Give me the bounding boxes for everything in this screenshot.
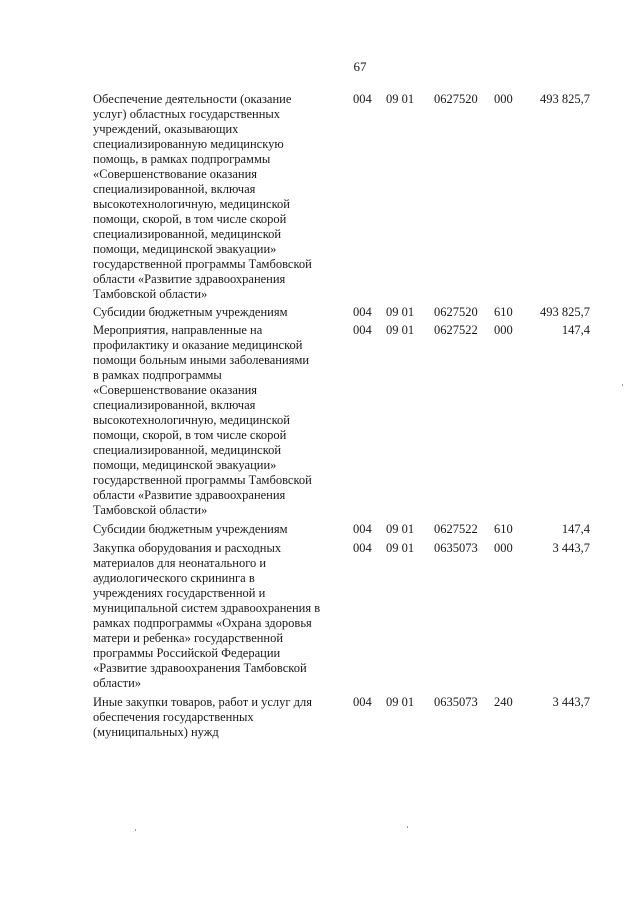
target-code: 0627522	[434, 323, 478, 337]
expense-type-code: 000	[494, 541, 513, 555]
section-code: 09 01	[386, 695, 415, 709]
ministry-code: 004	[353, 541, 372, 555]
expense-type-code: 000	[494, 323, 513, 337]
section-code: 09 01	[386, 541, 415, 555]
target-code: 0627520	[434, 305, 478, 319]
expense-type-code: 610	[494, 522, 513, 536]
ministry-code: 004	[353, 522, 372, 536]
scan-speck	[407, 826, 408, 828]
table-row	[0, 305, 640, 323]
amount: 493 825,7	[540, 305, 590, 319]
row-description: Субсидии бюджетным учреждениям	[93, 305, 288, 319]
scan-speck	[622, 384, 623, 386]
target-code: 0635073	[434, 695, 478, 709]
expense-type-code: 000	[494, 92, 513, 106]
target-code: 0635073	[434, 541, 478, 555]
table-row	[0, 323, 640, 522]
scan-speck	[135, 829, 136, 831]
row-description: Мероприятия, направленные на профилактику и оказание медицинской помощи больным иными заболеваниями в рамках подпрограммы «Совершенствование оказания специализированной, включая высокотехнологичную, медицинской помощи, скорой, в том числе скорой специализированной, медицинской помощи, медицинской эвакуации» государственной программы Тамбовской области «Развитие здравоохранения Тамбовской области»	[93, 323, 312, 517]
budget-table	[0, 92, 640, 745]
row-description: Обеспечение деятельности (оказание услуг) областных государственных учреждений, оказывающих специализированную медицинскую помощь, в рамках подпрограммы «Совершенствование оказания специализированной, включая высокотехнологичную, медицинской помощи, скорой, в том числе скорой специализированной, медицинской помощи, медицинской эвакуации» государственной программы Тамбовской области «Развитие здравоохранения Тамбовской области»	[93, 92, 312, 301]
section-code: 09 01	[386, 522, 415, 536]
amount: 147,4	[561, 522, 590, 536]
expense-type-code: 610	[494, 305, 513, 319]
row-description: Субсидии бюджетным учреждениям	[93, 522, 288, 536]
section-code: 09 01	[386, 92, 415, 106]
amount: 3 443,7	[552, 695, 590, 709]
target-code: 0627520	[434, 92, 478, 106]
table-row	[0, 522, 640, 541]
section-code: 09 01	[386, 305, 415, 319]
amount: 147,4	[561, 323, 590, 337]
expense-type-code: 240	[494, 695, 513, 709]
table-row	[0, 541, 640, 695]
ministry-code: 004	[353, 695, 372, 709]
row-description: Иные закупки товаров, работ и услуг для обеспечения государственных (муниципальных) нужд	[93, 695, 313, 739]
page-number: 67	[353, 59, 367, 74]
amount: 493 825,7	[540, 92, 590, 106]
amount: 3 443,7	[552, 541, 590, 555]
target-code: 0627522	[434, 522, 478, 536]
ministry-code: 004	[353, 92, 372, 106]
row-description: Закупка оборудования и расходных материалов для неонатального и аудиологического скрининга в учреждениях государственной и муниципальной систем здравоохранения в рамках подпрограммы «Охрана здоровья матери и ребенка» государственной программы Российской Федерации «Развитие здравоохранения Тамбовской области»	[93, 541, 321, 690]
ministry-code: 004	[353, 323, 372, 337]
ministry-code: 004	[353, 305, 372, 319]
section-code: 09 01	[386, 323, 415, 337]
table-row	[0, 92, 640, 305]
table-row	[0, 695, 640, 745]
